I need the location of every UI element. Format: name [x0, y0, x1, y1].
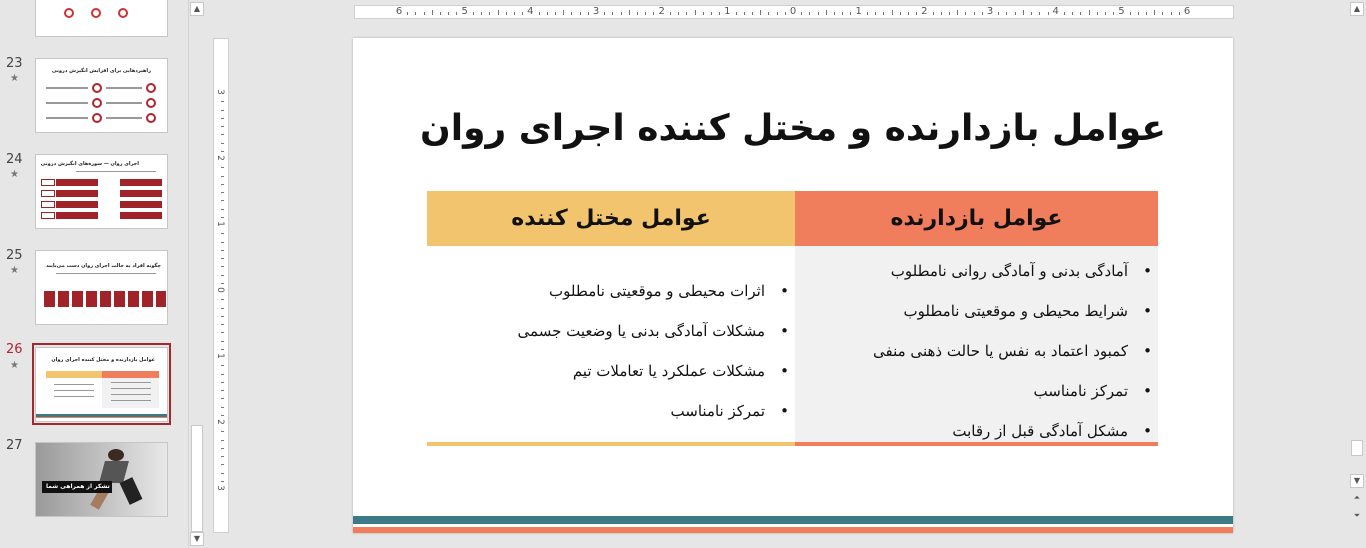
horizontal-ruler[interactable]: [354, 5, 1234, 19]
ruler-tick: [221, 209, 224, 210]
ruler-tick: [221, 341, 224, 342]
ruler-tick: [221, 242, 224, 243]
thumbnail-circle-graphic: [146, 83, 156, 93]
ruler-tick: [448, 12, 449, 15]
ruler-label: 4: [527, 6, 534, 17]
ruler-label: 1: [214, 221, 225, 227]
ruler-tick: [1064, 12, 1065, 15]
ruler-tick: [867, 12, 868, 15]
thumbnail-text-line: [46, 102, 88, 104]
thumbnail-text-line: [54, 384, 94, 385]
list-item: • شرایط محیطی و موقعیتی نامطلوب: [873, 300, 1128, 340]
ruler-tick: [221, 283, 224, 284]
ruler-tick: [221, 324, 224, 325]
ruler-tick: [221, 118, 224, 119]
thumbnail-box: [100, 291, 111, 307]
slide-thumbnail-26[interactable]: [35, 347, 168, 422]
ruler-tick: [221, 332, 224, 333]
ruler-tick: [221, 217, 224, 218]
scroll-up-icon[interactable]: ▲: [1350, 2, 1364, 16]
thumbnail-box: [56, 201, 98, 208]
thumbnail-header-box: [102, 371, 159, 378]
ruler-tick: [1179, 12, 1180, 15]
ruler-tick: [407, 12, 408, 15]
thumbnail-header-box: [46, 371, 102, 378]
thumbnail-box: [72, 291, 83, 307]
ruler-tick: [1023, 10, 1024, 15]
ruler-tick: [695, 10, 696, 15]
thumbnail-text-line: [56, 273, 156, 274]
thumbnail-box: [56, 179, 98, 186]
ruler-tick: [621, 12, 622, 15]
ruler-tick: [221, 110, 224, 111]
ruler-tick: [752, 12, 753, 15]
ruler-tick: [908, 12, 909, 15]
list-item: • مشکل آمادگی قبل از رقابت: [873, 420, 1128, 460]
ruler-tick: [456, 12, 457, 15]
slide-thumbnail-25[interactable]: [35, 250, 168, 325]
ruler-tick: [850, 12, 851, 15]
thumbnail-text-line: [111, 388, 151, 389]
ruler-label: 0: [214, 287, 225, 293]
ruler-tick: [506, 12, 507, 15]
ruler-tick: [221, 390, 224, 391]
ruler-tick: [916, 12, 917, 15]
ruler-tick: [612, 12, 613, 15]
thumbnail-text-line: [46, 117, 88, 119]
ruler-tick: [1015, 12, 1016, 15]
ruler-tick: [760, 10, 761, 15]
thumbnail-title: چگونه افراد به حالت اجرای روان دست می‌یابند: [46, 263, 161, 269]
scroll-down-icon[interactable]: ▼: [190, 532, 204, 546]
ruler-tick: [711, 12, 712, 15]
ruler-tick: [629, 10, 630, 15]
thumbnail-box: [120, 179, 162, 186]
ruler-tick: [809, 12, 810, 15]
slide-thumbnail-23[interactable]: [35, 58, 168, 133]
ruler-label: 2: [214, 419, 225, 425]
ruler-tick: [481, 12, 482, 15]
ruler-tick: [801, 12, 802, 15]
ruler-tick: [744, 12, 745, 15]
thumbnail-box: [156, 291, 166, 307]
ruler-label: 3: [214, 89, 225, 95]
animation-star-icon: ★: [10, 73, 19, 84]
editor-scrollbar[interactable]: [1347, 0, 1366, 548]
next-slide-icon[interactable]: ⏷: [1353, 511, 1361, 520]
ruler-label: 2: [214, 155, 225, 161]
ruler-tick: [580, 12, 581, 15]
header-inhibiting-factors[interactable]: عوامل بازدارنده: [795, 191, 1158, 246]
thumbnail-text-line: [111, 400, 151, 401]
ruler-tick: [221, 101, 224, 102]
thumbnail-text-line: [54, 390, 94, 391]
slide-number: 24: [6, 152, 23, 167]
footer-stripe-teal: [353, 516, 1233, 524]
ruler-tick: [588, 12, 589, 15]
ruler-tick: [221, 464, 224, 465]
ruler-tick: [1162, 12, 1163, 15]
thumbnail-circle-graphic: [146, 98, 156, 108]
ruler-tick: [998, 12, 999, 15]
ruler-tick: [563, 10, 564, 15]
ruler-tick: [974, 12, 975, 15]
thumbnail-title: عوامل بازدارنده و مختل کننده اجرای روان: [51, 357, 155, 363]
ruler-label: 1: [855, 6, 862, 17]
thumbnail-text-line: [111, 382, 151, 383]
list-item: • کمبود اعتماد به نفس یا حالت ذهنی منفی: [873, 340, 1128, 380]
inhibiting-factors-list[interactable]: [795, 246, 1158, 446]
ruler-tick: [221, 184, 224, 185]
ruler-tick: [900, 12, 901, 15]
ruler-tick: [221, 473, 224, 474]
ruler-tick: [221, 440, 224, 441]
ruler-tick: [221, 151, 224, 152]
thumbnail-stripe: [36, 417, 168, 418]
vertical-ruler[interactable]: [213, 38, 229, 533]
slide-canvas[interactable]: [353, 38, 1233, 533]
ruler-tick: [670, 12, 671, 15]
ruler-tick: [489, 12, 490, 15]
slide-thumbnail-pane: [0, 0, 190, 548]
ruler-tick: [221, 192, 224, 193]
ruler-tick: [221, 250, 224, 251]
thumbnail-box: [56, 190, 98, 197]
header-disrupting-factors[interactable]: عوامل مختل کننده: [427, 191, 795, 246]
ruler-tick: [645, 12, 646, 15]
ruler-tick: [1080, 12, 1081, 15]
slide-thumbnail-24[interactable]: [35, 154, 168, 229]
list-item: • مشکلات آمادگی بدنی یا وضعیت جسمی: [518, 320, 765, 360]
ruler-label: 2: [921, 6, 928, 17]
slide-number: 27: [6, 438, 23, 453]
thumbnail-title: راهبردهایی برای افزایش انگیزش درونی: [51, 68, 151, 74]
ruler-label: 5: [1118, 6, 1125, 17]
ruler-tick: [703, 12, 704, 15]
ruler-tick: [678, 12, 679, 15]
ruler-tick: [941, 12, 942, 15]
ruler-tick: [522, 12, 523, 15]
ruler-tick: [1089, 10, 1090, 15]
ruler-tick: [1048, 12, 1049, 15]
ruler-label: 2: [658, 6, 665, 17]
thumbnail-text-line: [54, 396, 94, 397]
ruler-tick: [424, 12, 425, 15]
ruler-tick: [221, 258, 224, 259]
ruler-tick: [571, 12, 572, 15]
ruler-label: 6: [1183, 6, 1191, 17]
thumbnail-box: [128, 291, 139, 307]
slide-number-active: 26: [6, 342, 23, 357]
thumbnail-box: [41, 190, 55, 197]
ruler-tick: [777, 12, 778, 15]
ruler-tick: [221, 448, 224, 449]
thumbnail-text-line: [106, 87, 142, 89]
ruler-tick: [221, 349, 224, 350]
ruler-tick: [1171, 12, 1172, 15]
thumbnail-box: [58, 291, 69, 307]
ruler-tick: [736, 12, 737, 15]
ruler-tick: [842, 12, 843, 15]
ruler-label: 6: [395, 6, 403, 17]
ruler-tick: [415, 12, 416, 15]
ruler-tick: [221, 299, 224, 300]
ruler-tick: [933, 12, 934, 15]
thumbnail-title: اجرای روان — سوره‌های انگیزش درونی: [40, 161, 139, 167]
thumbnail-title: تشکر از همراهی شما: [46, 483, 110, 490]
animation-star-icon: ★: [10, 360, 19, 371]
ruler-tick: [547, 12, 548, 15]
ruler-tick: [1113, 12, 1114, 15]
disrupting-factors-list[interactable]: [427, 246, 795, 446]
ruler-tick: [875, 12, 876, 15]
ruler-tick: [221, 126, 224, 127]
thumbnail-box: [41, 179, 55, 186]
previous-slide-icon[interactable]: ⏶: [1353, 493, 1361, 502]
ruler-tick: [883, 12, 884, 15]
thumbnail-circle-graphic: [64, 8, 74, 18]
animation-star-icon: ★: [10, 265, 19, 276]
ruler-tick: [221, 134, 224, 135]
scrollbar-thumb[interactable]: [1351, 440, 1363, 456]
thumbnail-circle-graphic: [92, 113, 102, 123]
ruler-tick: [818, 12, 819, 15]
ruler-tick: [1138, 12, 1139, 15]
ruler-tick: [1097, 12, 1098, 15]
thumbnail-text-line: [106, 102, 142, 104]
ruler-tick: [473, 12, 474, 15]
ruler-label: 0: [789, 6, 797, 17]
slide-thumbnail-27[interactable]: [35, 442, 168, 517]
list-item: • اثرات محیطی و موقعیتی نامطلوب: [518, 280, 765, 320]
thumbnail-scrollbar[interactable]: [188, 0, 204, 548]
thumbnail-box: [41, 201, 55, 208]
ruler-label: 3: [986, 6, 994, 17]
ruler-tick: [957, 10, 958, 15]
ruler-tick: [834, 12, 835, 15]
ruler-tick: [221, 407, 224, 408]
thumbnail-circle-graphic: [92, 98, 102, 108]
list-item: • تمرکز نامناسب: [518, 400, 765, 440]
ruler-tick: [514, 12, 515, 15]
thumbnail-box: [86, 291, 97, 307]
ruler-tick: [221, 431, 224, 432]
thumbnail-runner-head: [108, 449, 124, 461]
ruler-tick: [1072, 12, 1073, 15]
thumbnail-box: [56, 212, 98, 219]
ruler-tick: [768, 12, 769, 15]
scroll-up-icon[interactable]: ▲: [190, 2, 204, 16]
ruler-tick: [221, 266, 224, 267]
thumbnail-text-line: [46, 87, 88, 89]
thumbnail-circle-graphic: [92, 83, 102, 93]
ruler-tick: [1039, 12, 1040, 15]
thumbnail-box: [114, 291, 125, 307]
ruler-tick: [221, 365, 224, 366]
ruler-tick: [785, 12, 786, 15]
ruler-tick: [1130, 12, 1131, 15]
animation-star-icon: ★: [10, 169, 19, 180]
ruler-tick: [949, 12, 950, 15]
thumbnail-box: [142, 291, 153, 307]
ruler-tick: [555, 12, 556, 15]
scroll-down-icon[interactable]: ▼: [1350, 474, 1364, 488]
ruler-tick: [221, 398, 224, 399]
thumbnail-box: [120, 201, 162, 208]
ruler-tick: [221, 233, 224, 234]
scrollbar-thumb[interactable]: [191, 425, 203, 532]
ruler-tick: [826, 10, 827, 15]
ruler-tick: [440, 12, 441, 15]
list-item: • تمرکز نامناسب: [873, 380, 1128, 420]
ruler-tick: [1154, 10, 1155, 15]
ruler-tick: [719, 12, 720, 15]
thumbnail-box: [44, 291, 55, 307]
ruler-tick: [221, 275, 224, 276]
ruler-label: 4: [1052, 6, 1059, 17]
ruler-tick: [221, 374, 224, 375]
thumbnail-circle-graphic: [118, 8, 128, 18]
slide-number: 23: [6, 56, 23, 71]
ruler-tick: [221, 200, 224, 201]
ruler-tick: [221, 316, 224, 317]
ruler-label: 1: [724, 6, 731, 17]
thumbnail-box: [120, 190, 162, 197]
ruler-tick: [221, 167, 224, 168]
thumbnail-box: [41, 212, 55, 219]
ruler-tick: [221, 143, 224, 144]
thumbnail-runner-leg: [120, 477, 143, 505]
ruler-tick: [221, 382, 224, 383]
list-item: • مشکلات عملکرد یا تعاملات تیم: [518, 360, 765, 400]
ruler-tick: [221, 308, 224, 309]
ruler-label: 1: [214, 353, 225, 359]
slide-thumbnail-22[interactable]: [35, 0, 168, 37]
ruler-tick: [221, 456, 224, 457]
slide-title[interactable]: عوامل بازدارنده و مختل کننده اجرای روان: [420, 108, 1166, 149]
thumbnail-circle-graphic: [91, 8, 101, 18]
slide-number: 25: [6, 248, 23, 263]
ruler-tick: [221, 415, 224, 416]
ruler-tick: [686, 12, 687, 15]
footer-stripe-salmon: [353, 527, 1233, 533]
ruler-tick: [221, 481, 224, 482]
thumbnail-text-line: [76, 171, 156, 172]
ruler-tick: [965, 12, 966, 15]
ruler-tick: [1105, 12, 1106, 15]
ruler-tick: [1146, 12, 1147, 15]
ruler-label: 3: [592, 6, 600, 17]
ruler-label: 5: [461, 6, 468, 17]
ruler-tick: [432, 10, 433, 15]
ruler-tick: [892, 10, 893, 15]
ruler-tick: [653, 12, 654, 15]
ruler-tick: [1031, 12, 1032, 15]
thumbnail-circle-graphic: [146, 113, 156, 123]
ruler-tick: [221, 176, 224, 177]
ruler-tick: [637, 12, 638, 15]
ruler-tick: [982, 12, 983, 15]
thumbnail-text-line: [111, 394, 151, 395]
ruler-tick: [1006, 12, 1007, 15]
ruler-tick: [498, 10, 499, 15]
ruler-tick: [539, 12, 540, 15]
ruler-label: 3: [214, 485, 225, 491]
thumbnail-text-line: [106, 117, 142, 119]
ruler-tick: [604, 12, 605, 15]
thumbnail-box: [120, 212, 162, 219]
list-item: • آمادگی بدنی و آمادگی روانی نامطلوب: [873, 260, 1128, 300]
